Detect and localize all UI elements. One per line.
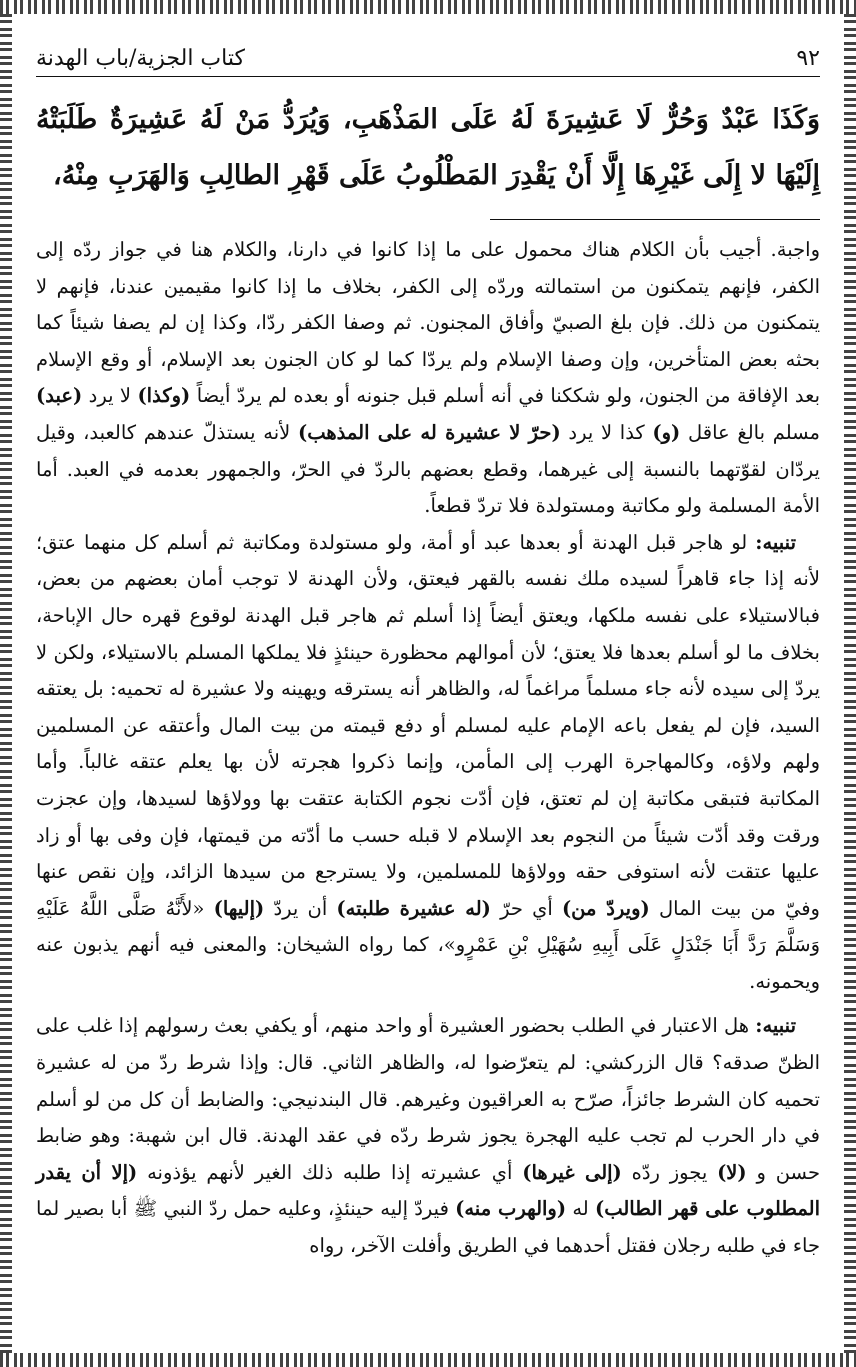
quoted-matn: (والهرب منه) xyxy=(455,1197,567,1221)
commentary-text: «لأَنَّهُ صَلَّى اللَّهُ عَلَيْهِ وَسَلَّمَ رَدَّ أَبَا جَنْدَلٍ عَلَى أَبِيهِ سُهَيْلِ بْنِ عَمْرٍو»، كما رواه الشيخان: والمعنى فيه أنهم يذبون عنه ويحمونه. xyxy=(36,896,820,993)
quoted-matn: (إليها) xyxy=(213,896,265,920)
commentary-text: كذا لا يرد xyxy=(560,420,653,444)
decorative-border-left xyxy=(0,14,12,1353)
quoted-matn: (ويردّ من) xyxy=(561,896,650,920)
quoted-matn: (حرّ لا عشيرة له على المذهب) xyxy=(297,420,561,444)
tanbih-paragraph xyxy=(36,1008,820,1264)
matn-text: وَكَذَا عَبْدٌ وَحُرٌّ لَا عَشِيرَةَ لَهُ عَلَى المَذْهَبِ، وَيُرَدُّ مَنْ لَهُ عَشِيرَةٌ طَلَبَتْهُ إِلَيْهَا لا إِلَى غَيْرِهَا إِلَّا أَنْ يَقْدِرَ المَطْلُوبُ عَلَى قَهْرِ الطالِبِ وَالهَرَبِ مِنْهُ، xyxy=(36,104,820,191)
quoted-matn: (له عشيرة طلبته) xyxy=(336,896,491,920)
commentary-text: لو هاجر قبل الهدنة أو بعدها عبد أو أمة، ولو مستولدة ومكاتبة ثم أسلم كل منهما عتق؛ لأنه إذا جاء قاهراً لسيده ملك نفسه بالقهر فيعتق، ولأن الهدنة لا توجب أمان بعضهم من بعض، فبالاستيلاء على نفسه ملكها، ويعتق أيضاً إذا أسلم ثم هاجر قبل الهدنة لوقوع قهره حال الإباحة، بخلاف ما لو أسلم بعدها فلا يعتق؛ لأن أموالهم محظورة حينئذٍ فلا يملكها المسلم بالاستيلاء، ولكن لا يردّ إلى سيده لأنه جاء مسلماً مراغماً له، والظاهر أنه يسترقه ويهينه ولا عشيرة له تحميه: بل يعتقه السيد، فإن لم يفعل باعه الإمام عليه لمسلم أو دفع قيمته من بيت المال وأعتقه عن المسلمين ولهم ولاؤه، وكالمهاجرة الهرب إلى المأمن، وإنما ذكروا هجرته لأن بها يعلم عتقه غالباً. وأما المكاتبة فتبقى مكاتبة إن لم تعتق، فإن أدّت نجوم الكتابة عتقت بها وولاؤها لسيدها، وإن عجزت ورقت وقد أدّت شيئاً من النجوم بعد الإسلام لا قبله حسب ما أدّته من قيمتها، فإن وفى بها أو زاد عليها عتقت لأنه استوفى حقه وولاؤها للمسلمين، ولا يسترجع من سيدها الزائد، وإن نقص عنها وفيّ من بيت المال xyxy=(36,530,820,920)
commentary-text: أي حرّ xyxy=(490,896,562,920)
quoted-matn: (و) xyxy=(652,420,681,444)
quoted-matn: (إلا أن يقدر المطلوب على قهر الطالب) xyxy=(36,1160,820,1221)
quoted-matn: (عبد) xyxy=(36,384,83,408)
decorative-border-top xyxy=(0,0,856,14)
commentary-text: أي عشيرته إذا طلبه ذلك الغير لأنهم يؤذونه xyxy=(137,1160,523,1184)
commentary-text: يجوز ردّه xyxy=(621,1160,718,1184)
commentary-text: هل الاعتبار في الطلب بحضور العشيرة أو واحد منهم، أو يكفي بعث رسولهم إذا غلب على الظنّ صدقه؟ قال الزركشي: لم يتعرّضوا له، والظاهر الثاني. قال: وإذا شرط ردّ من له عشيرة تحميه كان الشرط جائزاً، صرّح به العراقيون وغيرهم. قال البندنيجي: والضابط أن كل من لو أسلم في دار الحرب لم تجب عليه الهجرة يجوز شرط ردّه في عقد الهدنة. قال ابن شهبة: وهو ضابط حسن و xyxy=(36,1014,821,1184)
commentary-text: واجبة. أجيب بأن الكلام هناك محمول على ما إذا كانوا في دارنا، والكلام هنا في جواز ردّه إلى الكفر، فإنهم يتمكنون من استمالته وردّه إلى الكفر، بخلاف ما إذا كانوا مقيمين عندنا، فإنهم لا يتمكنون من ذلك. فإن بلغ الصبيّ وأفاق المجنون. ثم وصفا الكفر ردّا، وكذا إن لم يصفا شيئاً كما بحثه بعض المتأخرين، وإن وصفا الإسلام ولم يردّا كما لو كان الجنون بعد الإسلام، أو وقع الإسلام بعد الإفاقة من الجنون، ولو شككنا في أنه أسلم قبل جنونه أو بعده لم يردّ أيضاً xyxy=(36,238,821,408)
commentary-text: مسلم بالغ عاقل xyxy=(680,420,820,444)
decorative-border-bottom xyxy=(0,1353,856,1367)
header-rule xyxy=(36,76,820,77)
page-number: ٩٢ xyxy=(796,45,820,71)
book-page xyxy=(36,36,820,1336)
commentary-text: له xyxy=(566,1197,595,1221)
page-header xyxy=(36,42,820,74)
running-title: كتاب الجزية/باب الهدنة xyxy=(36,45,245,71)
commentary-text: لا يرد xyxy=(82,384,138,408)
quoted-matn: (لا) xyxy=(717,1160,747,1184)
tanbih-label: تنبيه: xyxy=(755,530,796,554)
commentary-text: فيردّ إليه حينئذٍ، وعليه حمل ردّ النبي ﷺ أبا بصير لما جاء في طلبه رجلان فقتل أحدهما في الطريق وأفلت الآخر، رواه xyxy=(36,1197,820,1258)
quoted-matn: (إلى غيرها) xyxy=(522,1160,622,1184)
quoted-matn: (وكذا) xyxy=(137,384,191,408)
separator-rule xyxy=(490,219,820,220)
commentary xyxy=(36,232,820,1265)
decorative-border-right xyxy=(844,14,856,1353)
tanbih-paragraph xyxy=(36,525,820,1001)
commentary-text: لأنه يستذلّ عندهم كالعبد، وقيل يردّان لقوّتهما بالنسبة إلى غيرهما، وقطع بعضهم بالردّ في الحرّ، والجمهور بعدمه في العبد. أما الأمة المسلمة ولو مكاتبة ومستولدة فلا تردّ قطعاً. xyxy=(36,420,820,518)
commentary-text: أن يردّ xyxy=(264,896,337,920)
tanbih-label: تنبيه: xyxy=(755,1014,796,1038)
commentary-paragraph xyxy=(36,232,820,525)
